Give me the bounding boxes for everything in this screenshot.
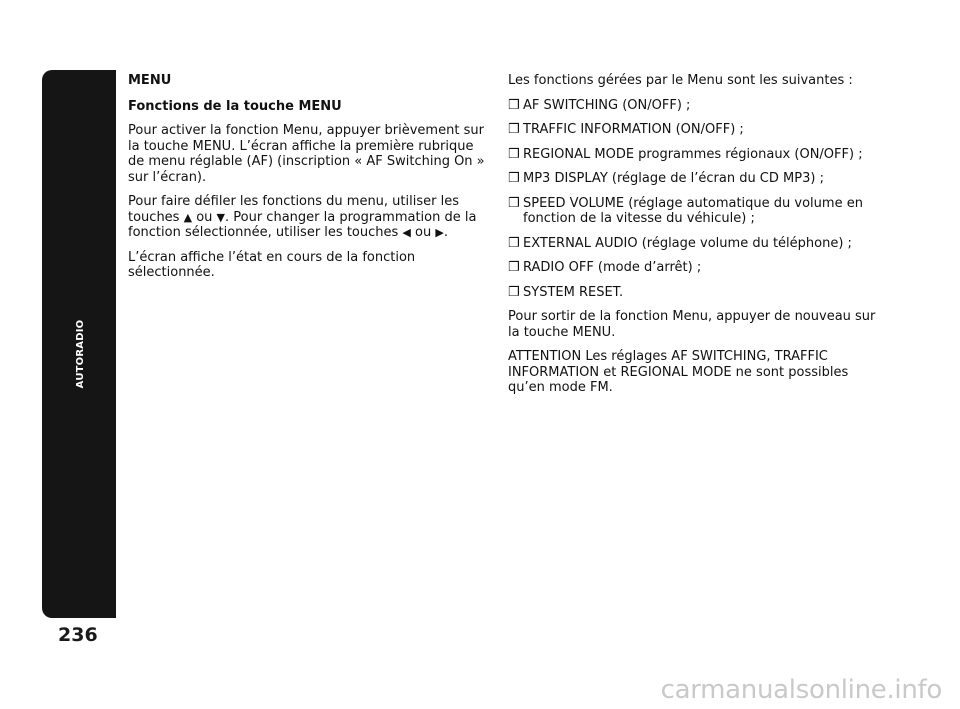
checkbox-bullet-icon: ❒: [508, 284, 520, 300]
arrow-right-icon: ▶: [435, 226, 444, 239]
checkbox-bullet-icon: ❒: [508, 97, 520, 113]
list-item: [508, 98, 878, 114]
functions-list: [508, 98, 878, 301]
list-item: [508, 196, 878, 227]
list-item-text: EXTERNAL AUDIO (réglage volume du téléphone) ;: [523, 235, 852, 251]
list-item-text: RADIO OFF (mode d’arrêt) ;: [523, 260, 702, 275]
paragraph-exit-menu: Pour sortir de la fonction Menu, appuyer de nouveau sur la touche MENU.: [508, 309, 876, 340]
list-item-text: AF SWITCHING (ON/OFF) ;: [523, 97, 691, 113]
checkbox-bullet-icon: ❒: [508, 146, 520, 162]
arrow-left-icon: ◀: [402, 226, 411, 239]
list-item-text: REGIONAL MODE programmes régionaux (ON/OFF) ;: [523, 146, 863, 162]
arrow-down-icon: ▼: [216, 210, 225, 224]
functions-intro: Les fonctions gérées par le Menu sont les suivantes :: [508, 73, 853, 88]
watermark: carmanualsonline.info: [660, 675, 942, 705]
paragraph-activate-menu: Pour activer la fonction Menu, appuyer brièvement sur la touche MENU. L’écran affiche la première rubrique de menu réglable (AF) (inscription « AF Switching On » sur l’écran).: [128, 123, 485, 185]
right-column: [508, 73, 878, 405]
paragraph-display-state: L’écran affiche l’état en cours de la fonction sélectionnée.: [128, 249, 416, 280]
paragraph-scroll-functions: Pour faire défiler les fonctions du menu, utiliser les touches ▲ ou ▼. Pour changer la programmation de la fonction sélectionnée, utiliser les touches ◀ ou ▶.: [128, 194, 477, 240]
list-item: [508, 285, 878, 301]
list-item: [508, 171, 878, 187]
list-item-text: SYSTEM RESET.: [523, 284, 624, 300]
list-item-text: SPEED VOLUME (réglage automatique du volume en fonction de la vitesse du véhicule) ;: [523, 195, 863, 226]
arrow-up-icon: ▲: [183, 210, 193, 224]
checkbox-bullet-icon: ❒: [508, 171, 520, 186]
list-item: [508, 122, 878, 138]
checkbox-bullet-icon: ❒: [508, 260, 520, 275]
list-item: [508, 147, 878, 163]
checkbox-bullet-icon: ❒: [508, 235, 520, 251]
list-item-text: MP3 DISPLAY (réglage de l’écran du CD MP3) ;: [523, 171, 824, 186]
list-item-text: TRAFFIC INFORMATION (ON/OFF) ;: [523, 122, 744, 137]
left-column: [128, 73, 490, 290]
section-label: AUTORADIO: [74, 319, 86, 389]
page-number: 236: [58, 624, 98, 646]
list-item: [508, 236, 878, 252]
checkbox-bullet-icon: ❒: [508, 122, 520, 137]
section-heading: MENU: [128, 73, 172, 88]
paragraph-attention: ATTENTION Les réglages AF SWITCHING, TRAFFIC INFORMATION et REGIONAL MODE ne sont possibles qu’en mode FM.: [508, 349, 849, 395]
subheading: Fonctions de la touche MENU: [128, 98, 342, 114]
checkbox-bullet-icon: ❒: [508, 195, 520, 211]
list-item: [508, 260, 878, 276]
